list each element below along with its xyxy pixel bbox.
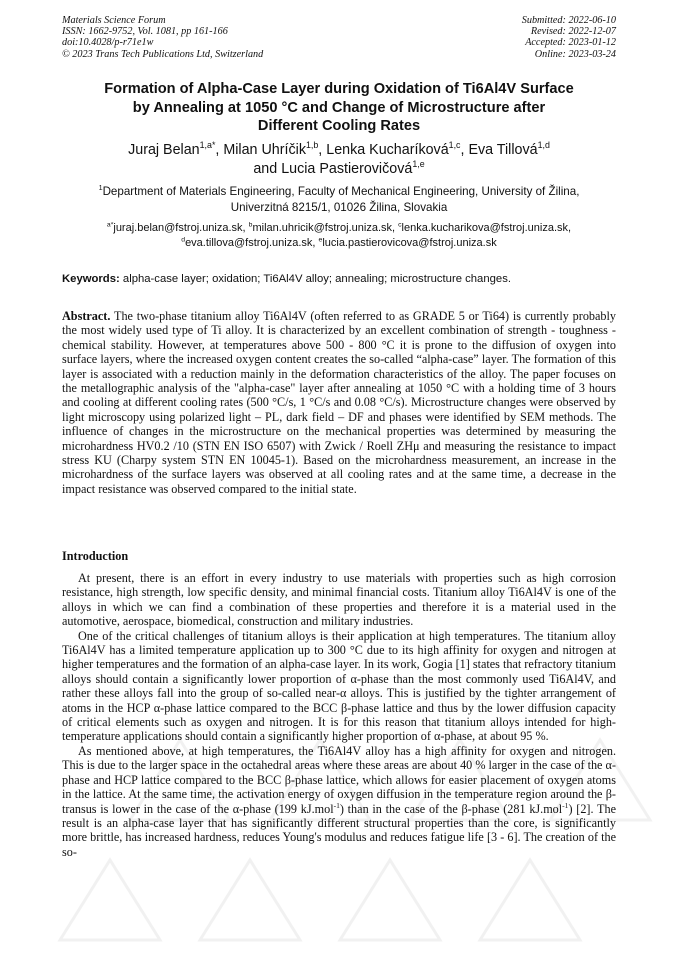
issn-line: ISSN: 1662-9752, Vol. 1081, pp 161-166 <box>62 26 228 38</box>
email-link[interactable]: lenka.kucharikova@fstroj.uniza.sk, <box>401 222 572 234</box>
accepted-date: Accepted: 2023-01-12 <box>525 37 616 49</box>
journal-header-right <box>522 15 616 60</box>
abstract <box>62 309 616 496</box>
email-link[interactable]: juraj.belan@fstroj.uniza.sk, <box>113 222 246 234</box>
paragraph-text: ) than in the case of the β-phase (281 kJ.mol <box>339 801 563 816</box>
paragraph: One of the critical challenges of titanium alloys is their application at high temperatures. The titanium alloy Ti6Al4V has a limited temperature application up to 300 °C due to its high affinity for oxygen and nitrogen at higher temperatures and the formation of an alpha-case layer. In its work, Gogia [1] states that refractory titanium alloys should contain a significantly lower proportion of α-phase than the most commonly used Ti6Al4V, and rather these alloys fall into the group of so-called near-α alloys. This is justified by the tighter arrangement of atoms in the HCP α-phase lattice compared to the BCC β-phase lattice and thus by the lower diffusion capacity of critical elements such as oxygen and nitrogen. It is for this reason that titanium alloys intended for high-temperature applications should contain a significantly higher proportion of α-phase, at about 95 %. <box>62 628 616 744</box>
title-line-2: by Annealing at 1050 °C and Change of Microstructure after <box>132 99 546 116</box>
author-list: Juraj Belan$^{1,a*}$, Milan Uhríčik$^{1,b}$, Lenka Kucharíková$^{1,c}$, Eva Tillová$^{1,d}$ and Lucia Pastierovičová$^{1,e}$ <box>128 140 550 177</box>
title-line-3: Different Cooling Rates <box>257 118 421 135</box>
paragraph <box>62 744 616 859</box>
author-affil-sup: 1,c <box>448 140 461 151</box>
paragraph-text: As mentioned above, at high temperatures, the Ti6Al4V alloy has a high affinity for oxygen and nitrogen. This is due to the larger space in the octahedral areas where these areas are about 40 % larger in the case of the α-phase and HCP lattice compared to the BCC β-phase lattice, which allows for easier placement of oxygen atoms in the lattice. At the same time, the activation energy of oxygen diffusion in the temperature region around the β-transus is lower in the case of the α-phase (199 kJ.mol <box>62 743 616 816</box>
unit-exponent: -1 <box>333 800 340 810</box>
section-heading-introduction: Introduction <box>62 549 129 563</box>
email-sup: b <box>248 221 253 229</box>
revised-date: Revised: 2022-12-07 <box>530 26 616 38</box>
author-name: Lucia Pastierovičová <box>281 161 413 177</box>
copyright-line: © 2023 Trans Tech Publications Ltd, Switzerland <box>62 48 264 60</box>
author-affil-sup: 1,a* <box>199 140 216 151</box>
abstract-text: The two-phase titanium alloy Ti6Al4V (often referred to as GRADE 5 or Ti64) is currently probably the most widely used type of Ti alloy. It is characterized by an excellent combination of strength - toughness - chemical stability. However, at temperatures above 500 - 800 °C it is prone to the diffusion of oxygen into surface layers, where the increased oxygen content creates the so-called “alpha-case” layer. The formation of this layer is associated with a reduction mainly in the deformation characteristics of the alloy. The paper focuses on the metallographic analysis of the "alpha-case" layer after annealing at 1050 °C with a holding time of 3 hours and cooling at different cooling rates (500 °C/s, 1 °C/s and 0.08 °C/s). Microstructure changes were observed by light microscopy using polarized light – PL, dark field – DF and phases were identified by SEM methods. The influence of changes in the microstructure on the mechanical properties was determined by measuring the microhardness HV0.2 /10 (STN EN ISO 6507) with Zwick / Roell ZHμ and measuring the resistance to impact stress KU (Charpy system STN EN 10045-1). Based on the microhardness measurement, an increase in the microhardness of the surface layers was observed at all cooling rates and at the same time, a decrease in the impact resistance was observed compared to the initial state. <box>62 309 616 496</box>
email-sup: e <box>318 236 323 244</box>
affiliation-line-1: Department of Materials Engineering, Faculty of Mechanical Engineering, University of Žilina, <box>102 185 580 198</box>
author-name: Milan Uhríčik <box>223 142 306 158</box>
unit-exponent: -1 <box>562 800 569 810</box>
author-affil-sup: 1,d <box>537 140 550 151</box>
paper-title <box>62 80 616 136</box>
paragraph: At present, there is an effort in every industry to use materials with properties such as high corrosion resistance, high strength, low specific density, and minimal financial costs. Titanium alloy Ti6Al4V is one of the alloys in which we can find a combination of these properties and therefore it is a material used in the automotive, aerospace, biomedical, construction and military industries. <box>62 571 616 629</box>
submitted-date: Submitted: 2022-06-10 <box>521 15 616 26</box>
email-list <box>62 221 616 251</box>
doi-line: doi:10.4028/p-r71e1w <box>62 37 154 49</box>
email-sup: c <box>398 221 402 229</box>
email-link[interactable]: milan.uhricik@fstroj.uniza.sk, <box>252 222 396 234</box>
affiliation-line-2: Univerzitná 8215/1, 01026 Žilina, Slovakia <box>230 200 448 214</box>
introduction-body <box>62 571 616 859</box>
email-link[interactable]: lucia.pastierovicova@fstroj.uniza.sk <box>322 237 497 249</box>
email-sup: d <box>181 236 186 244</box>
affiliation-sup: 1 <box>98 183 103 193</box>
author-affil-sup: 1,e <box>412 159 425 170</box>
keywords-label: Keywords: <box>62 273 120 285</box>
author-affil-sup: 1,b <box>305 140 319 151</box>
paragraph-text: ) [2]. The result is an alpha-case layer that has significantly different structural properties than the core, is significantly more brittle, has increased hardness, reduces Young's modulus and reduces fatigue life [3 - 6]. The creation of the so- <box>62 801 616 859</box>
journal-header-left <box>62 15 263 60</box>
journal-name: Materials Science Forum <box>62 15 166 26</box>
email-sup: a* <box>106 221 114 229</box>
abstract-label: Abstract. <box>62 309 111 323</box>
keywords <box>62 272 616 286</box>
keywords-text: alpha-case layer; oxidation; Ti6Al4V alloy; annealing; microstructure changes. <box>122 273 511 285</box>
email-link[interactable]: eva.tillova@fstroj.uniza.sk, <box>185 237 316 249</box>
author-conjunction: and <box>253 161 278 177</box>
author-name: Juraj Belan <box>128 142 200 158</box>
affiliation <box>62 184 616 215</box>
online-date: Online: 2023-03-24 <box>534 48 616 60</box>
author-name: Lenka Kucharíková <box>326 142 449 158</box>
title-line-1: Formation of Alpha-Case Layer during Oxidation of Ti6Al4V Surface <box>104 81 574 97</box>
author-name: Eva Tillová <box>468 142 538 158</box>
